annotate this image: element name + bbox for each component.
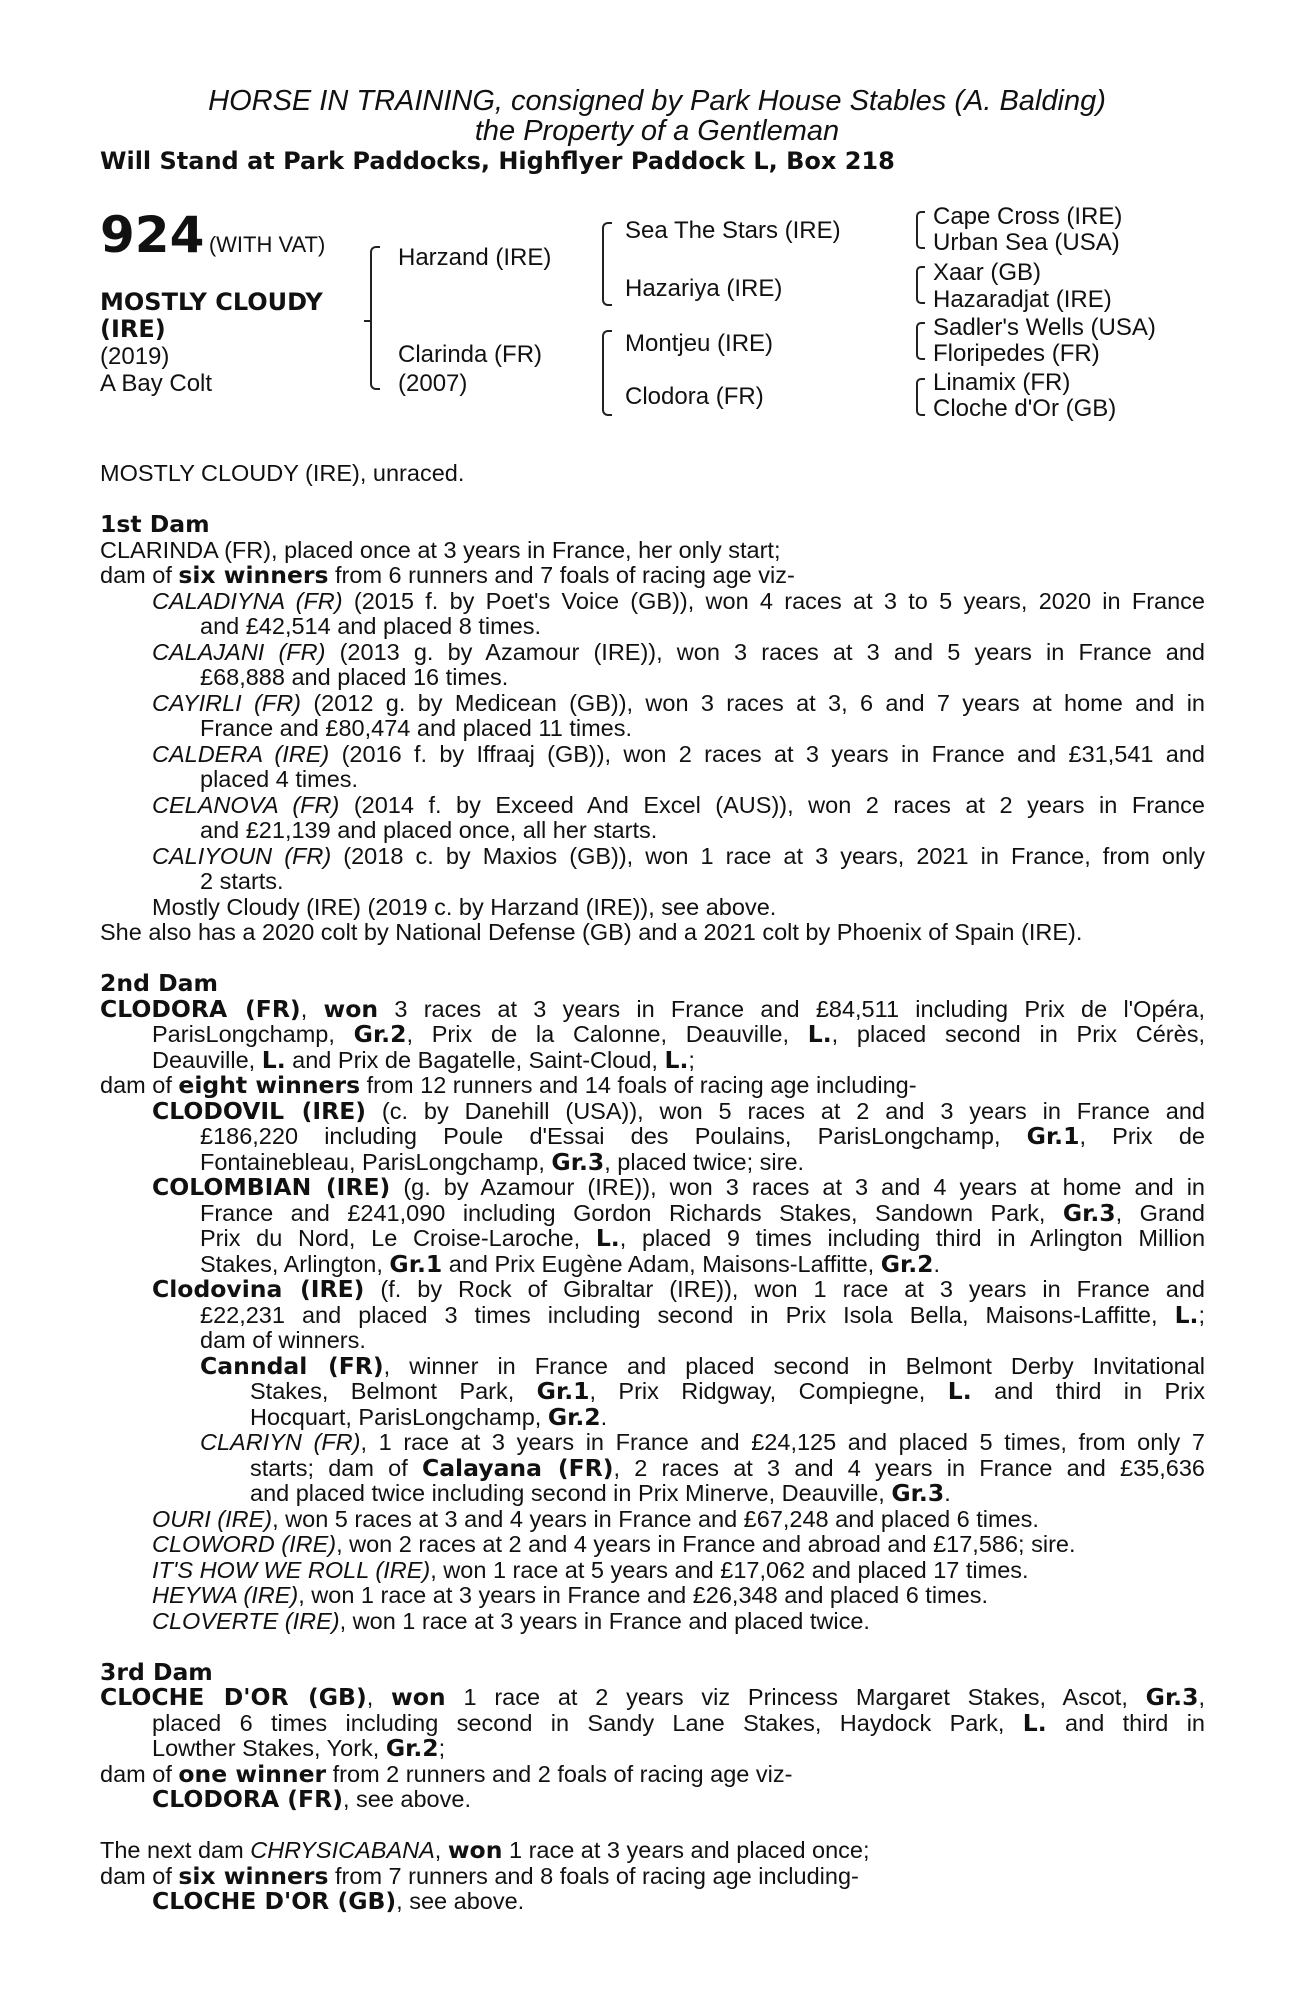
produce-entry: CALAJANI (FR) (2013 g. by Azamour (IRE)), won 3 races at 3 and 5 years in France and <box>152 639 1205 665</box>
horse-suffix: (IRE) <box>100 315 166 343</box>
dam: Clarinda (FR) <box>398 341 543 368</box>
produce-entry: HEYWA (IRE), won 1 race at 3 years in France and £26,348 and placed 6 times. <box>152 1582 988 1608</box>
third-dam-heading: 3rd Dam <box>100 1657 213 1686</box>
g-brace-4 <box>916 378 925 416</box>
second-dam-record: CLODORA (FR), won 3 races at 3 years in France and £84,511 including Prix de l'Opéra, <box>100 996 1205 1022</box>
first-dam-record: CLARINDA (FR), placed once at 3 years in France, her only start; <box>100 536 781 563</box>
second-dam-produce-summary: dam of eight winners from 12 runners and 14 foals of racing age including- <box>100 1071 917 1099</box>
granddam-1: Urban Sea (USA) <box>933 229 1120 256</box>
dam-dam: Clodora (FR) <box>625 383 764 410</box>
sire-dam: Hazariya (IRE) <box>625 275 783 302</box>
g-brace-1 <box>916 211 925 249</box>
grandsire-4: Linamix (FR) <box>933 369 1071 396</box>
granddam-4: Cloche d'Or (GB) <box>933 395 1117 422</box>
third-dam-produce-summary: dam of one winner from 2 runners and 2 foals of racing age viz- <box>100 1759 793 1788</box>
second-dam-heading: 2nd Dam <box>100 969 218 997</box>
produce-entry: CLOCHE D'OR (GB), see above. <box>152 1887 525 1915</box>
grandsire-2: Xaar (GB) <box>933 259 1042 286</box>
foaling-year: (2019) <box>100 343 170 370</box>
grand-produce-entry: Canndal (FR), winner in France and placed second in Belmont Derby Invitational <box>200 1353 1205 1379</box>
granddam-3: Floripedes (FR) <box>933 340 1100 367</box>
first-dam-produce-summary: dam of six winners from 6 runners and 7 foals of racing age viz- <box>100 561 795 589</box>
consignor-line: HORSE IN TRAINING, consigned by Park House Stables (A. Balding) <box>208 85 1106 117</box>
dam-brace <box>370 326 380 390</box>
produce-entry: OURI (IRE), won 5 races at 3 and 4 years in France and £67,248 and placed 6 times. <box>152 1505 1039 1532</box>
next-dam-produce-summary: dam of six winners from 7 runners and 8 foals of racing age including- <box>100 1861 859 1890</box>
dam-year: (2007) <box>398 370 468 397</box>
dam-sire: Montjeu (IRE) <box>625 330 774 357</box>
vendor-line: the Property of a Gentleman <box>474 115 840 147</box>
produce-entry: COLOMBIAN (IRE) (g. by Azamour (IRE)), won 3 races at 3 and 4 years at home and in <box>152 1175 1205 1201</box>
sire-line-brace <box>602 222 612 306</box>
produce-entry: IT'S HOW WE ROLL (IRE), won 1 race at 5 years and £17,062 and placed 17 times. <box>152 1556 1029 1583</box>
produce-entry: Clodovina (IRE) (f. by Rock of Gibraltar (IRE)), won 1 race at 3 years in France and <box>152 1277 1205 1303</box>
grand-produce-entry: CLARIYN (FR), 1 race at 3 years in France and £24,125 and placed 5 times, from only 7 <box>200 1430 1205 1455</box>
granddam-2: Hazaradjat (IRE) <box>933 286 1112 313</box>
first-dam-heading: 1st Dam <box>100 510 210 538</box>
produce-entry: CALADIYNA (FR) (2015 f. by Poet's Voice (GB)), won 4 races at 3 to 5 years, 2020 in France <box>152 588 1205 614</box>
horse-name: MOSTLY CLOUDY <box>100 288 323 316</box>
lot-number-block <box>100 206 325 264</box>
brace-point <box>364 320 372 322</box>
sire-brace <box>370 246 380 326</box>
horse-description: A Bay Colt <box>100 370 213 397</box>
race-record: MOSTLY CLOUDY (IRE), unraced. <box>100 460 465 486</box>
grandsire-1: Cape Cross (IRE) <box>933 203 1123 230</box>
g-brace-2 <box>916 266 925 304</box>
stand-location: Will Stand at Park Paddocks, Highflyer Paddock L, Box 218 <box>100 147 895 175</box>
g-brace-3 <box>916 322 925 360</box>
produce-entry: CLOWORD (IRE), won 2 races at 2 and 4 years in France and abroad and £17,586; sire. <box>152 1531 1076 1557</box>
produce-entry: CLODOVIL (IRE) (c. by Danehill (USA)), won 5 races at 2 and 3 years in France and <box>152 1098 1205 1124</box>
sire: Harzand (IRE) <box>398 244 552 271</box>
grandsire-3: Sadler's Wells (USA) <box>933 314 1156 341</box>
produce-entry: CALDERA (IRE) (2016 f. by Iffraaj (GB)), won 2 races at 3 years in France and £31,541 and <box>152 741 1205 767</box>
next-dam-record: The next dam CHRYSICABANA, won 1 race at 3 years and placed once; <box>100 1836 870 1864</box>
third-dam-record: CLOCHE D'OR (GB), won 1 race at 2 years viz Princess Margaret Stakes, Ascot, Gr.3, <box>100 1685 1205 1711</box>
younger-produce: She also has a 2020 colt by National Defense (GB) and a 2021 colt by Phoenix of Spain (IRE). <box>100 919 1083 945</box>
produce-record: MOSTLY CLOUDY (IRE), unraced. 1st Dam CLARINDA (FR), placed once at 3 years in France, her only start; dam of six winners from 6 runners and 7 foals of racing age viz- CALADIYNA (FR) (2015 f. by Poet's Voice (GB)), won 4 races at 3 to 5 years, 2020 in France and £42,514 and placed 8 times. CALAJANI (FR) (2013 g. by Azamour (IRE)), won 3 races at 3 and 5 years in France and £68,888 and placed 16 times. CAYIRLI (FR) (2012 g. by Medicean (GB)), won 3 races at 3, 6 and 7 years at home and in France and £80,474 and placed 11 times. CALDERA (IRE) (2016 f. by Iffraaj (GB)), won 2 races at 3 years in France and £31,541 and placed 4 times. CELANOVA (FR) (2014 f. by Exceed And Excel (AUS)), won 2 races at 2 years in France and £21,139 and placed once, all her starts. CALIYOUN (FR) (2018 c. by Maxios (GB)), won 1 race at 3 years, 2021 in France, from only 2 starts. Mostly Cloudy (IRE) (2019 c. by Harzand (IRE)), see above. She also has a 2020 colt by National Defense (GB) and a 2021 colt by Phoenix of Spain (IRE). 2nd Dam CLODORA (FR), won 3 races at 3 years in France and £84,511 including Prix de l'Opéra, ParisLongchamp, Gr.2, Prix de la Calonne, Deauville, L., placed second in Prix Cérès, Deauville, L. and Prix de Bagatelle, Saint-Cloud, L.; dam of eight winners from 12 runners and 14 foals of racing age including- CLODOVIL (IRE) (c. by Danehill (USA)), won 5 races at 2 and 3 years in France and £186,220 including Poule d'Essai des Poulains, ParisLongchamp, Gr.1, Prix de Fontainebleau, ParisLongchamp, Gr.3, placed twice; sire. COLOMBIAN (IRE) (g. by Azamour (IRE)), won 3 races at 3 and 4 years at home and in France and £241,090 including Gordon Richards Stakes, Sandown Park, Gr.3, Grand Prix du Nord, Le Croise-Laroche, L., placed 9 times including third in Arlington Million Stakes, Arlington, Gr.1 and Prix Eugène Adam, Maisons-Laffitte, Gr.2. Clodovina (IRE) (f. by Rock of Gibraltar (IRE)), won 1 race at 3 years in France and £22,231 and placed 3 times including second in Prix Isola Bella, Maisons-Laffitte, L.; dam of winners. Canndal (FR), winner in France and placed second in Belmont Derby Invitational Stakes, Belmont Park, Gr.1, Prix Ridgway, Compiegne, L. and third in Prix Hocquart, ParisLongchamp, Gr.2. CLARIYN (FR), 1 race at 3 years in France and £24,125 and placed 5 times, from only 7 starts; dam of Calayana (FR), 2 races at 3 and 4 years in France and £35,636 and placed twice including second in Prix Minerve, Deauville, Gr.3. OURI (IRE), won 5 races at 3 and 4 years in France and £67,248 and placed 6 times. CLOWORD (IRE), won 2 races at 2 and 4 years in France and abroad and £17,586; sire. IT'S HOW WE ROLL (IRE), won 1 race at 5 years and £17,062 and placed 17 times. HEYWA (IRE), won 1 race at 3 years in France and £26,348 and placed 6 times. CLOVERTE (IRE), won 1 race at 3 years in France and placed twice. 3rd Dam CLOCHE D'OR (GB), won 1 race at 2 years viz Princess Margaret Stakes, Ascot, Gr.3, placed 6 times including second in Sandy Lane Stakes, Haydock Park, L. and third in Lowther Stakes, York, Gr.2; dam of one winner from 2 runners and 2 foals of racing age viz- CLODORA (FR), see above. The next dam CHRYSICABANA, won 1 race at 3 years and placed once; dam of six winners from 7 runners and 8 foals of racing age including- CLOCHE D'OR (GB), see above. <box>100 460 1205 1915</box>
produce-entry: CLOVERTE (IRE), won 1 race at 3 years in France and placed twice. <box>152 1607 870 1634</box>
produce-entry: CELANOVA (FR) (2014 f. by Exceed And Excel (AUS)), won 2 races at 2 years in France <box>152 792 1205 818</box>
produce-entry: CAYIRLI (FR) (2012 g. by Medicean (GB)), won 3 races at 3, 6 and 7 years at home and in <box>152 690 1205 716</box>
produce-entry: Mostly Cloudy (IRE) (2019 c. by Harzand (IRE)), see above. <box>152 893 777 920</box>
produce-entry: CALIYOUN (FR) (2018 c. by Maxios (GB)), won 1 race at 3 years, 2021 in France, from only <box>152 843 1205 869</box>
dam-line-brace <box>602 330 612 416</box>
sire-sire: Sea The Stars (IRE) <box>625 217 841 244</box>
produce-entry: CLODORA (FR), see above. <box>152 1785 471 1813</box>
lot-number: 924 <box>100 206 205 264</box>
vat-label: (WITH VAT) <box>208 232 326 257</box>
